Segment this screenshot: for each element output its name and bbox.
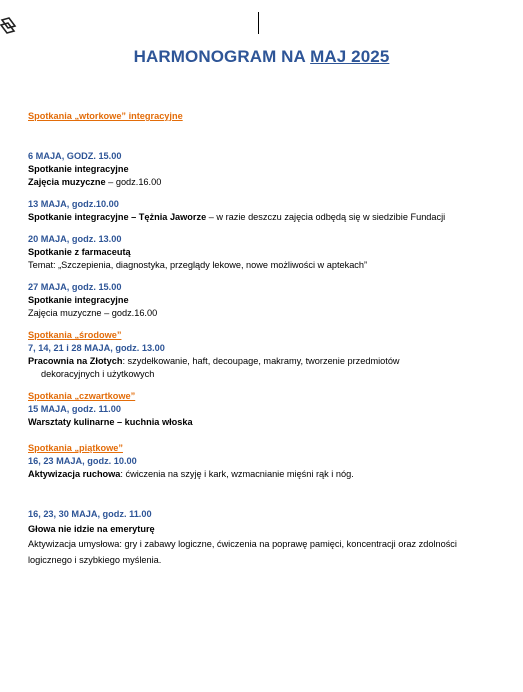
- event-date: 6 MAJA, GODZ. 15.00: [28, 151, 122, 161]
- schedule-content: [28, 110, 498, 568]
- event-detail: logicznego i szybkiego myślenia.: [28, 555, 162, 565]
- event-title: Aktywizacja ruchowa: ćwiczenia na szyję i kark, wzmacnianie mięśni rąk i nóg.: [28, 469, 354, 479]
- text-cursor: [258, 12, 259, 34]
- event-date: 7, 14, 21 i 28 MAJA, godz. 13.00: [28, 343, 165, 353]
- event-title: Warsztaty kulinarne – kuchnia włoska: [28, 417, 193, 427]
- event-title: Głowa nie idzie na emeryturę: [28, 524, 155, 534]
- page-title: HARMONOGRAM NA MAJ 2025: [133, 47, 390, 66]
- event-title: Spotkanie z farmaceutą: [28, 247, 131, 257]
- category-friday: Spotkania „piątkowe”: [28, 443, 123, 453]
- event-title: Spotkanie integracyjne: [28, 164, 129, 174]
- event-title: Spotkanie integracyjne – Tężnia Jaworze – w razie deszczu zajęcia odbędą się w siedzibie Fundacji: [28, 212, 446, 222]
- event-detail: dekoracyjnych i użytkowych: [41, 369, 155, 379]
- event-date: 13 MAJA, godz.10.00: [28, 199, 119, 209]
- event-date: 20 MAJA, godz. 13.00: [28, 234, 122, 244]
- event-detail: Aktywizacja umysłowa: gry i zabawy logiczne, ćwiczenia na poprawę pamięci, koncentracji oraz zdolności: [28, 539, 457, 549]
- event-detail: Temat: „Szczepienia, diagnostyka, przeglądy lekowe, nowe możliwości w aptekach”: [28, 260, 368, 270]
- event-title: Pracownia na Złotych: szydełkowanie, haft, decoupage, makramy, tworzenie przedmiotów: [28, 356, 400, 366]
- event-date: 16, 23, 30 MAJA, godz. 11.00: [28, 509, 152, 519]
- event-title: Spotkanie integracyjne: [28, 295, 129, 305]
- event-date: 16, 23 MAJA, godz. 10.00: [28, 456, 137, 466]
- category-tuesday: Spotkania „wtorkowe” integracyjne: [28, 111, 183, 121]
- document-logo-icon: [0, 16, 18, 38]
- event-detail: Zajęcia muzyczne – godz.16.00: [28, 308, 158, 318]
- category-wednesday: Spotkania „środowe”: [28, 330, 122, 340]
- event-date: 27 MAJA, godz. 15.00: [28, 282, 122, 292]
- title-month: MAJ 2025: [310, 47, 390, 66]
- category-thursday: Spotkania „czwartkowe”: [28, 391, 136, 401]
- event-detail: Zajęcia muzyczne – godz.16.00: [28, 177, 162, 187]
- event-date: 15 MAJA, godz. 11.00: [28, 404, 121, 414]
